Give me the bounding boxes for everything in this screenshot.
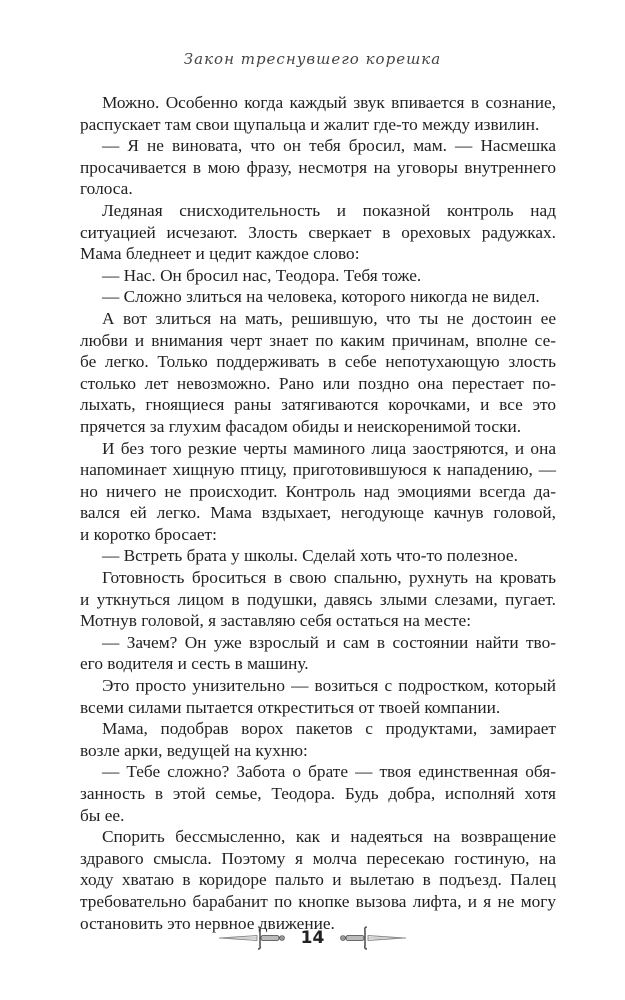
text-line: — Я не виновата, что он тебя бросил, мам. — Насмешка bbox=[102, 136, 556, 156]
text-line: ситуацией исчезают. Злость сверкает в ореховых радужках. bbox=[80, 222, 556, 242]
text-line: И без того резкие черты маминого лица заостряются, и она bbox=[102, 438, 556, 458]
text-line: но ничего не происходит. Контроль над эмоциями всегда да- bbox=[80, 481, 556, 501]
text-line: всеми силами пытается откреститься от твоей компании. bbox=[80, 697, 501, 717]
paragraph bbox=[80, 200, 556, 265]
text-line: — Нас. Он бросил нас, Теодора. Тебя тоже. bbox=[102, 265, 422, 285]
text-line: Спорить бессмысленно, как и надеяться на возвращение bbox=[102, 827, 556, 847]
text-line: напоминает хищную птицу, приготовившуюся к нападению, — bbox=[80, 460, 556, 480]
text-line: прячется за глухим фасадом обиды и неискоренимой тоски. bbox=[80, 416, 522, 436]
text-line: занность в этой семье, Теодора. Будь добра, исполняй хотя bbox=[80, 784, 556, 803]
paragraph bbox=[80, 567, 556, 632]
text-line: его водителя и сесть в машину. bbox=[80, 654, 309, 674]
text-line: возле арки, ведущей на кухню: bbox=[80, 740, 308, 760]
text-line: лыхать, гноящиеся раны затягиваются корочками, и все это bbox=[80, 395, 556, 415]
paragraph bbox=[80, 761, 556, 826]
page-number: 14 bbox=[300, 928, 325, 948]
body-text bbox=[80, 92, 556, 934]
text-line: — Тебе сложно? Забота о брате — твоя единственная обя- bbox=[102, 762, 556, 782]
text-line: Мама, подобрав ворох пакетов с продуктами, замирает bbox=[102, 719, 556, 739]
paragraph bbox=[80, 632, 556, 675]
page-footer bbox=[0, 922, 625, 954]
paragraph bbox=[80, 135, 556, 200]
running-head: Закон треснувшего корешка bbox=[183, 50, 442, 68]
text-line: Мотнув головой, я заставляю себя остаться на месте: bbox=[80, 611, 472, 631]
text-line: бы ее. bbox=[80, 805, 125, 825]
text-line: вался ей легко. Мама вздыхает, негодующе качнув головой, bbox=[80, 503, 556, 523]
paragraph bbox=[80, 92, 556, 135]
text-line: здравого смысла. Поэтому я молча пересекаю гостиную, на bbox=[80, 848, 556, 868]
text-line: Можно. Особенно когда каждый звук впивается в сознание, bbox=[102, 93, 556, 112]
dagger-left-icon bbox=[217, 923, 287, 953]
paragraph bbox=[80, 675, 556, 718]
text-line: ходу хватаю в коридоре пальто и вылетаю в подъезд. Палец bbox=[80, 870, 556, 890]
text-line: бе легко. Только поддерживать в себе непотухающую злость bbox=[80, 352, 556, 372]
paragraph bbox=[80, 826, 556, 934]
text-line: остановить это нервное движение. bbox=[80, 913, 335, 933]
text-line: голоса. bbox=[80, 179, 133, 199]
text-line: — Сложно злиться на человека, которого никогда не видел. bbox=[102, 287, 540, 307]
paragraph bbox=[80, 718, 556, 761]
paragraph bbox=[80, 265, 556, 287]
text-line: — Встреть брата у школы. Сделай хоть что-то полезное. bbox=[102, 546, 518, 566]
text-line: распускает там свои щупальца и жалит где-то между извилин. bbox=[80, 114, 540, 134]
text-line: А вот злиться на мать, решившую, что ты не достоин ее bbox=[102, 308, 556, 328]
text-line: — Зачем? Он уже взрослый и сам в состоянии найти тво- bbox=[102, 632, 556, 652]
text-line: столько лет невозможно. Рано или поздно она перестает по- bbox=[80, 373, 556, 393]
paragraph bbox=[80, 438, 556, 546]
paragraph bbox=[80, 545, 556, 567]
text-line: Мама бледнеет и цедит каждое слово: bbox=[80, 244, 360, 264]
text-line: просачивается в мою фразу, несмотря на уговоры внутреннего bbox=[80, 157, 556, 177]
text-line: и коротко бросает: bbox=[80, 524, 217, 544]
text-line: требовательно барабанит по кнопке вызова лифта, и я не могу bbox=[80, 891, 556, 911]
text-line: Ледяная снисходительность и показной контроль над bbox=[102, 200, 556, 220]
text-line: Это просто унизительно — возиться с подростком, который bbox=[102, 676, 556, 696]
dagger-right-icon bbox=[338, 923, 408, 953]
paragraph bbox=[80, 286, 556, 308]
text-line: и уткнуться лицом в подушки, давясь злыми слезами, пугает. bbox=[80, 589, 556, 609]
text-line: любви и внимания черт знает по каким причинам, вполне се- bbox=[80, 330, 556, 350]
paragraph bbox=[80, 308, 556, 438]
text-line: Готовность броситься в свою спальню, рухнуть на кровать bbox=[102, 568, 556, 588]
